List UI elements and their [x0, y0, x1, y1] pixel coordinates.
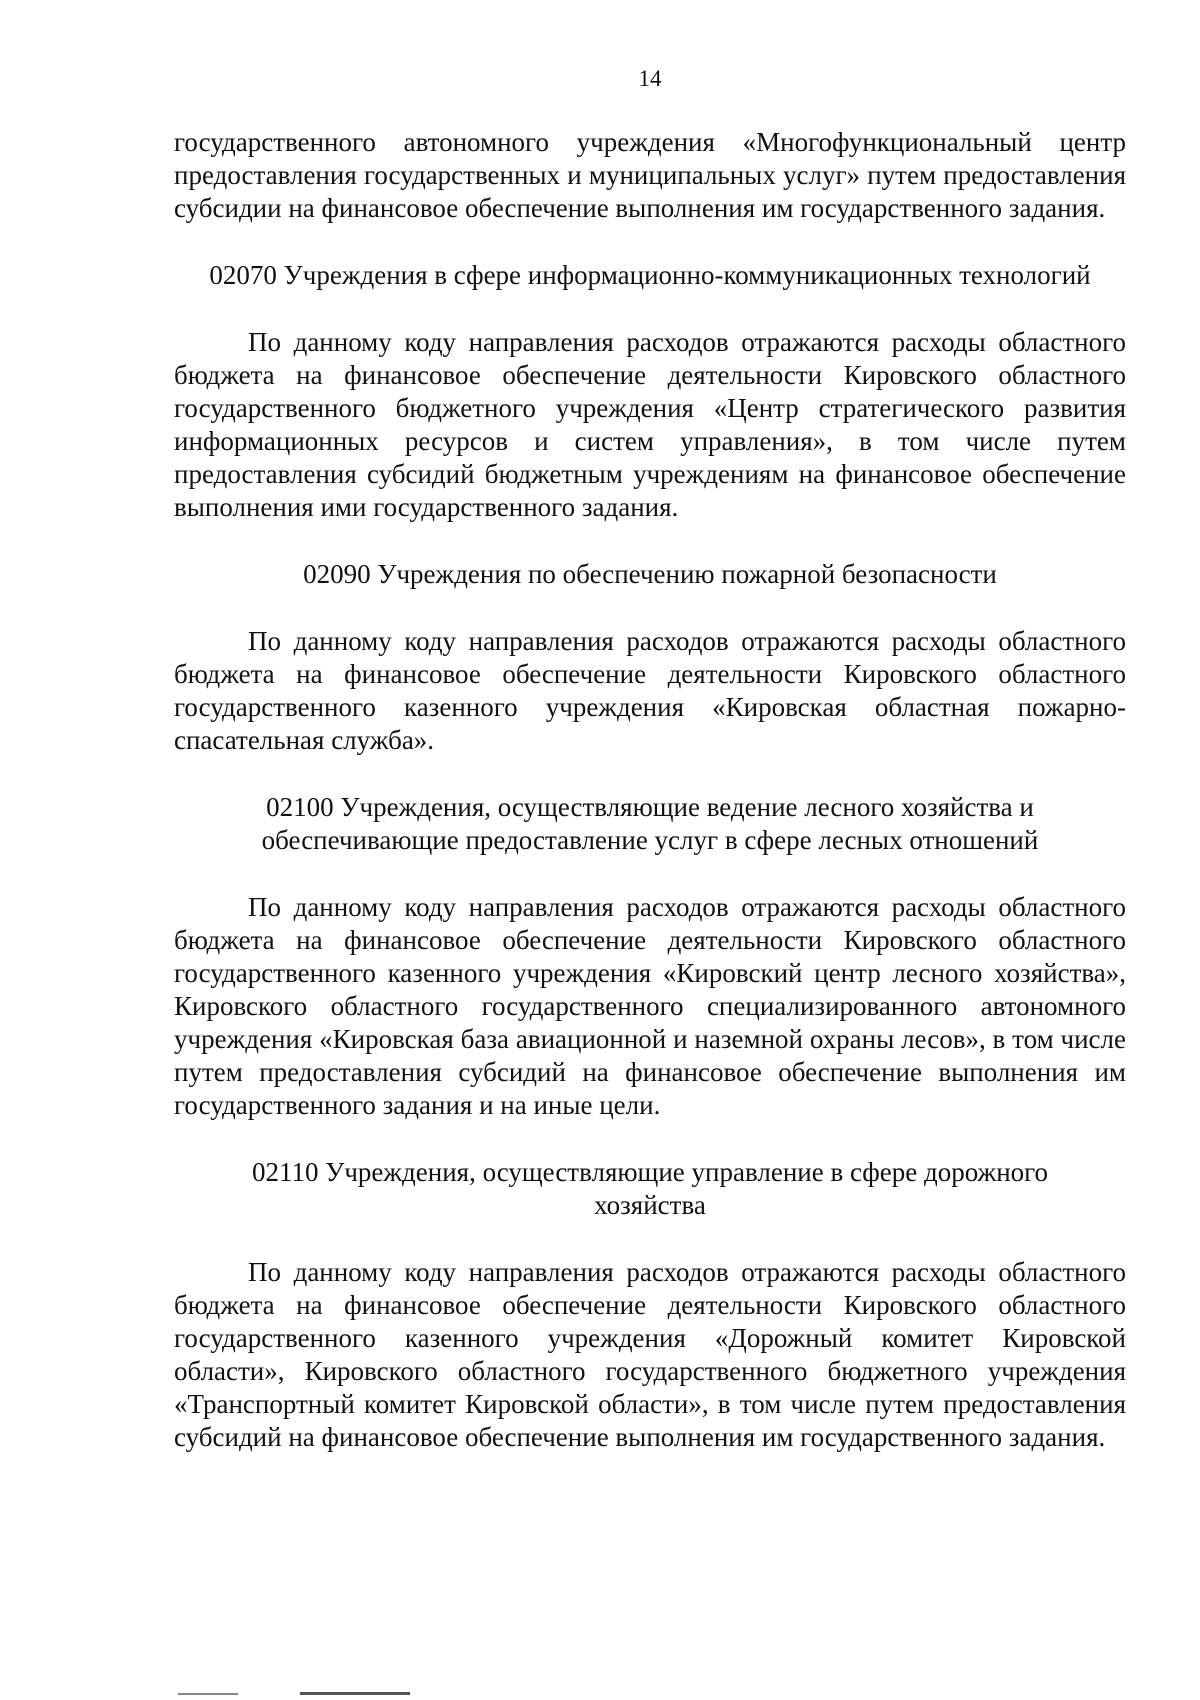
section-heading-02070: 02070 Учреждения в сфере информационно-коммуникационных технологий: [209, 260, 1091, 290]
section-body-02070: По данному коду направления расходов отражаются расходы областного бюджета на финансовое обеспечение деятельности Кировского областного государственного бюджетного учреждения «Центр стратегического развития информационных ресурсов и систем управления», в том числе путем предоставления субсидий бюджетным учреждениям на финансовое обеспечение выполнения ими государственного задания.: [174, 327, 1126, 522]
page-number: 14: [638, 66, 662, 91]
section-body-02100: По данному коду направления расходов отражаются расходы областного бюджета на финансовое обеспечение деятельности Кировского областного государственного казенного учреждения «Кировский центр лесного хозяйства», Кировского областного государственного специализированного автономного учреждения «Кировская база авиационной и наземной охраны лесов», в том числе путем предоставления субсидий на финансовое обеспечение выполнения им государственного задания и на иные цели.: [174, 892, 1126, 1120]
intro-paragraph: государственного автономного учреждения «Многофункциональный центр предоставления государственных и муниципальных услуг» путем предоставления субсидии на финансовое обеспечение выполнения им государственного задания.: [174, 127, 1126, 223]
section-heading-02100-line-1: 02100 Учреждения, осуществляющие ведение лесного хозяйства и: [266, 792, 1034, 822]
scan-artifact: [300, 1692, 410, 1695]
section-body-02090: По данному коду направления расходов отражаются расходы областного бюджета на финансовое обеспечение деятельности Кировского областного государственного казенного учреждения «Кировская областная пожарно-спасательная служба».: [174, 626, 1126, 755]
section-body-02110: По данному коду направления расходов отражаются расходы областного бюджета на финансовое обеспечение деятельности Кировского областного государственного казенного учреждения «Дорожный комитет Кировской области», Кировского областного государственного бюджетного учреждения «Транспортный комитет Кировской области», в том числе путем предоставления субсидий на финансовое обеспечение выполнения им государственного задания.: [174, 1257, 1126, 1452]
section-heading-02100-line-2: обеспечивающие предоставление услуг в сфере лесных отношений: [261, 825, 1039, 855]
section-heading-02110: [174, 1156, 1126, 1222]
document-body: [174, 126, 1126, 1454]
section-heading-02100: [174, 791, 1126, 857]
section-heading-02090: 02090 Учреждения по обеспечению пожарной безопасности: [303, 559, 997, 589]
section-heading-02110-line-2: хозяйства: [594, 1190, 706, 1220]
scan-artifact: [178, 1693, 238, 1695]
section-heading-02110-line-1: 02110 Учреждения, осуществляющие управление в сфере дорожного: [251, 1157, 1049, 1187]
